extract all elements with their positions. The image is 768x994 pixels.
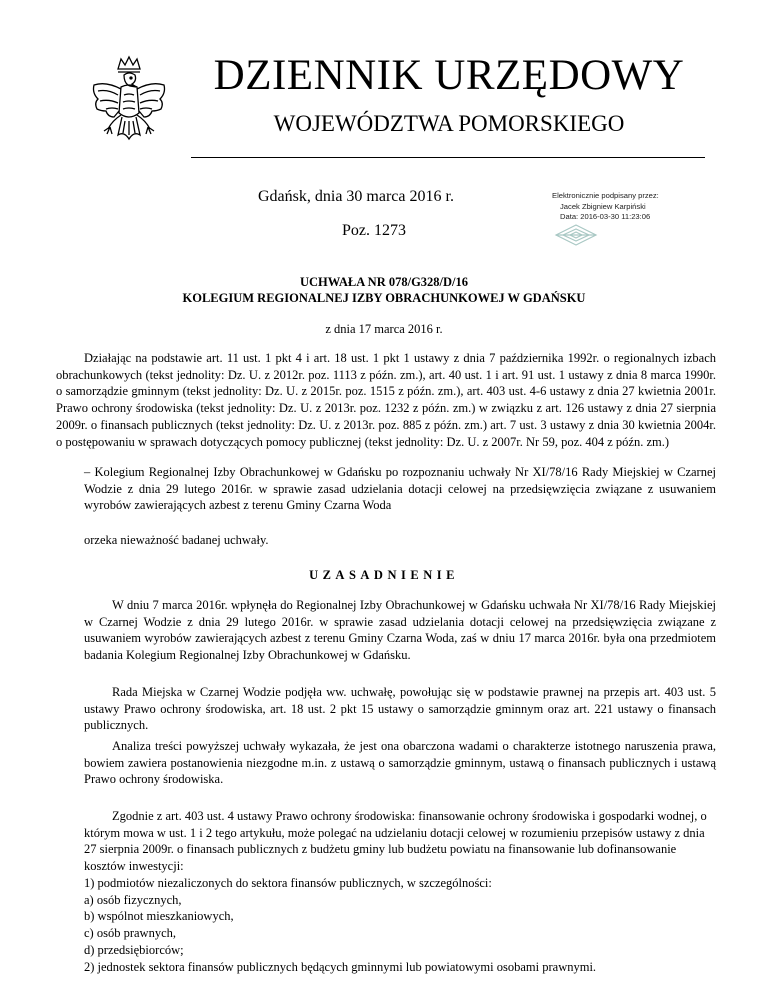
signature-label: Elektronicznie podpisany przez: <box>552 191 659 200</box>
justification-paragraph: Analiza treści powyższej uchwały wykazała, że jest ona obarczona wadami o charakterze istotnego naruszenia prawa, bowiem zawiera postanowienia niezgodne m.in. z ustawą o samorządzie gminnym, ustawą o finansach publicznych i ustawą Prawo ochrony środowiska. <box>84 739 716 787</box>
list-item: 1) podmiotów niezaliczonych do sektora finansów publicznych, w szczególności: <box>84 876 492 890</box>
electronic-signature <box>552 191 659 223</box>
list-item: c) osób prawnych, <box>84 926 176 941</box>
journal-title: DZIENNIK URZĘDOWY <box>213 52 685 99</box>
decision-intro-paragraph: – Kolegium Regionalnej Izby Obrachunkowej w Gdańsku po rozpoznaniu uchwały Nr XI/78/16 Rady Miejskiej w Czarnej Wodzie z dnia 29 lutego 2016r. w sprawie zasad udzielania dotacji celowej na przedsięwzięcia związane z usuwaniem wyrobów zawierających azbest z terenu Gminy Czarna Woda <box>84 465 716 513</box>
decision-paragraph: orzeka nieważność badanej uchwały. <box>84 533 269 547</box>
position-number: Poz. 1273 <box>342 222 406 239</box>
journal-subtitle: WOJEWÓDZTWA POMORSKIEGO <box>273 111 625 136</box>
header-divider <box>191 157 705 158</box>
polish-eagle-icon <box>88 55 170 153</box>
eligible-entities-list <box>84 875 716 975</box>
signature-name: Jacek Zbigniew Karpiński <box>560 201 646 211</box>
justification-paragraph: Rada Miejska w Czarnej Wodzie podjęła ww. uchwałę, powołując się w podstawie prawnej na przepis art. 403 ust. 5 ustawy Prawo ochrony środowiska, art. 18 ust. 2 pkt 15 ustawy o samorządzie gminnym oraz art. 221 ustawy o finansach publicznych. <box>84 685 716 733</box>
resolution-date: z dnia 17 marca 2016 r. <box>325 322 443 336</box>
justification-paragraph: W dniu 7 marca 2016r. wpłynęła do Regionalnej Izby Obrachunkowej w Gdańsku uchwała Nr XI/78/16 Rady Miejskiej w Czarnej Wodzie z dnia 29 lutego 2016r. w sprawie zasad udzielania dotacji celowej na przedsięwzięcia związane z usuwaniem wyrobów zawierających azbest z terenu Gminy Czarna Woda, zaś w dniu 17 marca 2016r. była ona przedmiotem badania Kolegium Regionalnej Izby Obrachunkowej w Gdańsku. <box>84 598 716 663</box>
signature-date: Data: 2016-03-30 11:23:06 <box>560 212 651 221</box>
publication-date: Gdańsk, dnia 30 marca 2016 r. <box>258 188 454 205</box>
signature-seal-icon <box>554 224 598 246</box>
resolution-number: UCHWAŁA NR 078/G328/D/16 <box>299 275 469 289</box>
list-item: b) wspólnot mieszkaniowych, <box>84 909 234 924</box>
preamble-paragraph: Działając na podstawie art. 11 ust. 1 pkt 4 i art. 18 ust. 1 pkt 1 ustawy z dnia 7 października 1992r. o regionalnych izbach obrachunkowych (tekst jednolity: Dz. U. z 2012r. poz. 1113 z późn. zm.), art. 40 ust. 1 i art. 91 ust. 1 ustawy z dnia 8 marca 1990r. o samorządzie gminnym (tekst jednolity: Dz. U. z 2015r. poz. 1515 z późn. zm.), art. 403 ust. 4-6 ustawy z dnia 27 kwietnia 2001r. Prawo ochrony środowiska (tekst jednolity: Dz. U. z 2013r. poz. 1232 z późn. zm.) w związku z art. 126 ustawy z dnia 27 sierpnia 2009r. o finansach publicznych (tekst jednolity: Dz. U. z 2013r. poz. 885 z późn. zm.) art. 7 ust. 3 ustawy z dnia 30 kwietnia 2004r. o postępowaniu w sprawach dotyczących pomocy publicznej (tekst jednolity: Dz. U. z 2007r. Nr 59, poz. 404 z późn. zm.) <box>56 351 716 449</box>
list-item: 2) jednostek sektora finansów publicznych będących gminnymi lub powiatowymi osobami prawnymi. <box>84 959 597 974</box>
resolution-issuer: KOLEGIUM REGIONALNEJ IZBY OBRACHUNKOWEJ W GDAŃSKU <box>182 291 586 305</box>
list-item: d) przedsiębiorców; <box>84 942 184 957</box>
list-item: a) osób fizycznych, <box>84 892 182 907</box>
justification-paragraph: Zgodnie z art. 403 ust. 4 ustawy Prawo ochrony środowiska: finansowanie ochrony środowiska i gospodarki wodnej, o którym mowa w ust. 1 i 2 tego artykułu, może polegać na udzielaniu dotacji celowej w rozumieniu przepisów ustawy z dnia 27 sierpnia 2009r. o finansach publicznych z budżetu gminy lub budżetu powiatu na finansowanie lub dofinansowanie kosztów inwestycji: <box>84 809 707 874</box>
justification-heading: UZASADNIENIE <box>309 568 459 582</box>
